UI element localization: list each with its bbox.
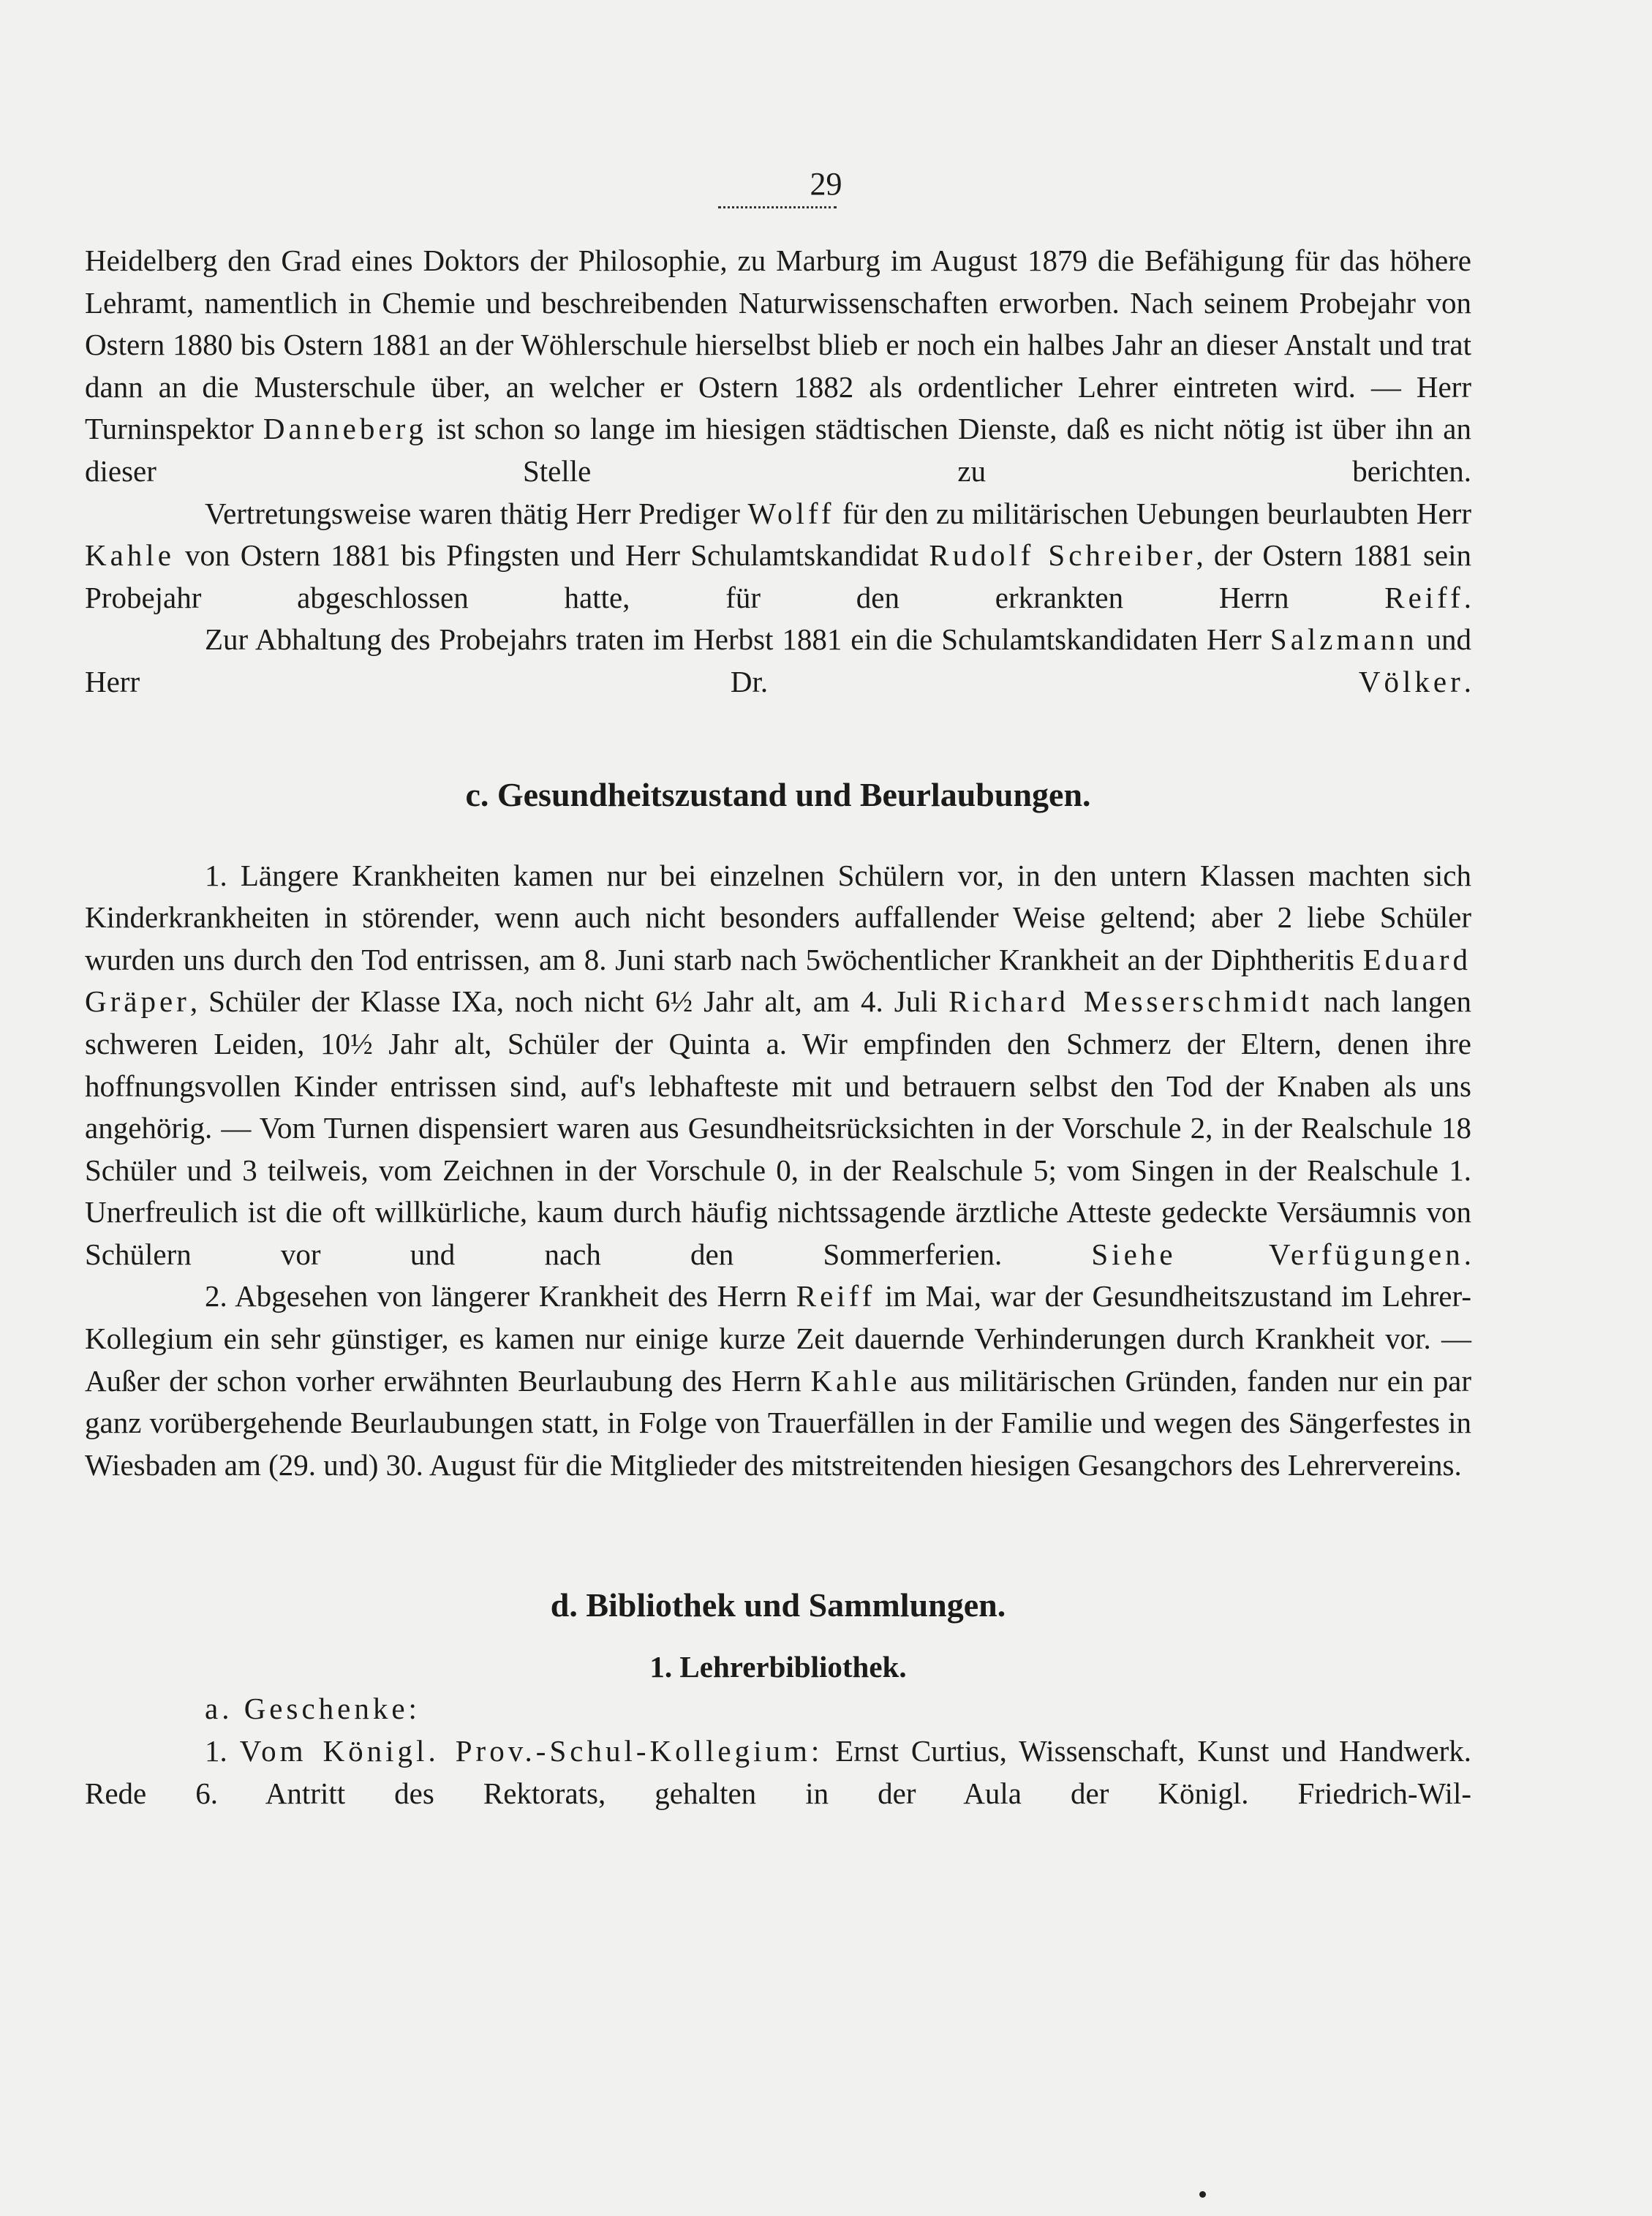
lehrerbibliothek-heading: 1. Lehrerbibliothek. <box>649 1650 907 1684</box>
name-kahle: Kahle <box>85 538 175 573</box>
probejahr-paragraph: Zur Abhaltung des Probejahrs traten im Herbst 1881 ein die Schulamtskandidaten Herr Salzmann und Herr Dr. Völker. <box>85 622 1471 698</box>
name-wolff: Wolff <box>747 496 835 530</box>
name-kahle-2: Kahle <box>810 1363 901 1398</box>
geschenk-item-1: 1. Vom Königl. Prov.-Schul-Kollegium: Ernst Curtius, Wissenschaft, Kunst und Handwerk. Rede 6. Antritt des Rektorats, gehalten in der Aula der Königl. Friedrich-Wil- <box>85 1734 1471 1810</box>
section-c-paragraph-2: 2. Abgesehen von längerer Krankheit des Herrn Reiff im Mai, war der Gesundheitszustand im Lehrer-Kollegium ein sehr günstiger, es kamen nur einige kurze Zeit dauernde Verhinderungen durch Krankheit vor. — Außer der schon vorher erwähnten Beurlaubung des Herrn Kahle aus militärischen Gründen, fanden nur ein par ganz vorübergehende Beurlaubungen statt, in Folge von Trauerfällen in der Familie und wegen des Sängerfestes in Wiesbaden am (29. und) 30. August für die Mitglieder des mitstreitenden hiesigen Gesangchors des Lehrervereins. <box>85 1279 1471 1482</box>
name-reiff: Reiff <box>1384 580 1464 614</box>
page-number: 29 <box>810 166 842 202</box>
geschenke-label: a. Geschenke: <box>205 1692 420 1726</box>
donor-schulkollegium: Vom Königl. Prov.-Schul-Kollegium: <box>239 1734 823 1768</box>
section-c-paragraph-1: 1. Längere Krankheiten kamen nur bei einzelnen Schülern vor, in den untern Klassen machten sich Kinderkrankheiten in störender, wenn auch nicht besonders auffallender Weise geltend; aber 2 liebe Schüler wurden uns durch den Tod entrissen, am 8. Juni starb nach 5wöchentlicher Krankheit an der Diphtheritis Eduard Gräper, Schüler der Klasse IXa, noch nicht 6½ Jahr alt, am 4. Juli Richard Messerschmidt nach langen schweren Leiden, 10½ Jahr alt, Schüler der Quinta a. Wir empfinden den Schmerz der Eltern, denen ihre hoffnungsvollen Kinder entrissen sind, auf's lebhafteste mit und betrauern selbst den Tod der Knaben als uns angehörig. — Vom Turnen dispensiert waren aus Gesundheitsrücksichten in der Vorschule 2, in der Realschule 18 Schüler und 3 teilweis, vom Zeichnen in der Vorschule 0, in der Realschule 5; vom Singen in der Realschule 1. Unerfreulich ist die oft willkürliche, kaum durch häufig nichtssagende ärztliche Atteste gedeckte Versäumnis von Schülern vor und nach den Sommerferien. Siehe Verfügungen. <box>85 858 1472 1271</box>
reference-verfuegungen: Siehe Verfügungen <box>1091 1237 1464 1271</box>
section-c-heading: c. Gesundheitszustand und Beurlaubungen. <box>465 775 1091 813</box>
name-messerschmidt: Richard Messerschmidt <box>948 984 1313 1019</box>
name-danneberg: Danneberg <box>263 412 427 446</box>
name-voelker: Völker <box>1358 664 1464 698</box>
name-schreiber: Rudolf Schreiber <box>929 538 1196 573</box>
body-text <box>85 240 1471 1814</box>
name-graeper: Eduard Gräper <box>85 942 1471 1019</box>
vertretung-paragraph: Vertretungsweise waren thätig Herr Prediger Wolff für den zu militärischen Uebungen beurlaubten Herr Kahle von Ostern 1881 bis Pfingsten und Herr Schulamtskandidat Rudolf Schreiber, der Ostern 1881 sein Probejahr abgeschlossen hatte, für den erkrankten Herrn Reiff. <box>85 496 1472 614</box>
name-reiff-2: Reiff <box>796 1279 876 1314</box>
print-speck <box>1199 2191 1206 2198</box>
name-salzmann: Salzmann <box>1270 622 1418 657</box>
section-d-heading: d. Bibliothek und Sammlungen. <box>550 1586 1006 1624</box>
intro-paragraph: Heidelberg den Grad eines Doktors der Philosophie, zu Marburg im August 1879 die Befähigung für das höhere Lehramt, namentlich in Chemie und beschreibenden Naturwissenschaften erworben. Nach seinem Probejahr von Ostern 1880 bis Ostern 1881 an der Wöhlerschule hierselbst blieb er noch ein halbes Jahr an dieser Anstalt und trat dann an die Musterschule über, an welcher er Ostern 1882 als ordentlicher Lehrer eintreten wird. — Herr Turninspektor Danneberg ist schon so lange im hiesigen städtischen Dienste, daß es nicht nötig ist über ihn an dieser Stelle zu berichten. <box>85 244 1471 488</box>
page-number-rule <box>718 206 837 208</box>
